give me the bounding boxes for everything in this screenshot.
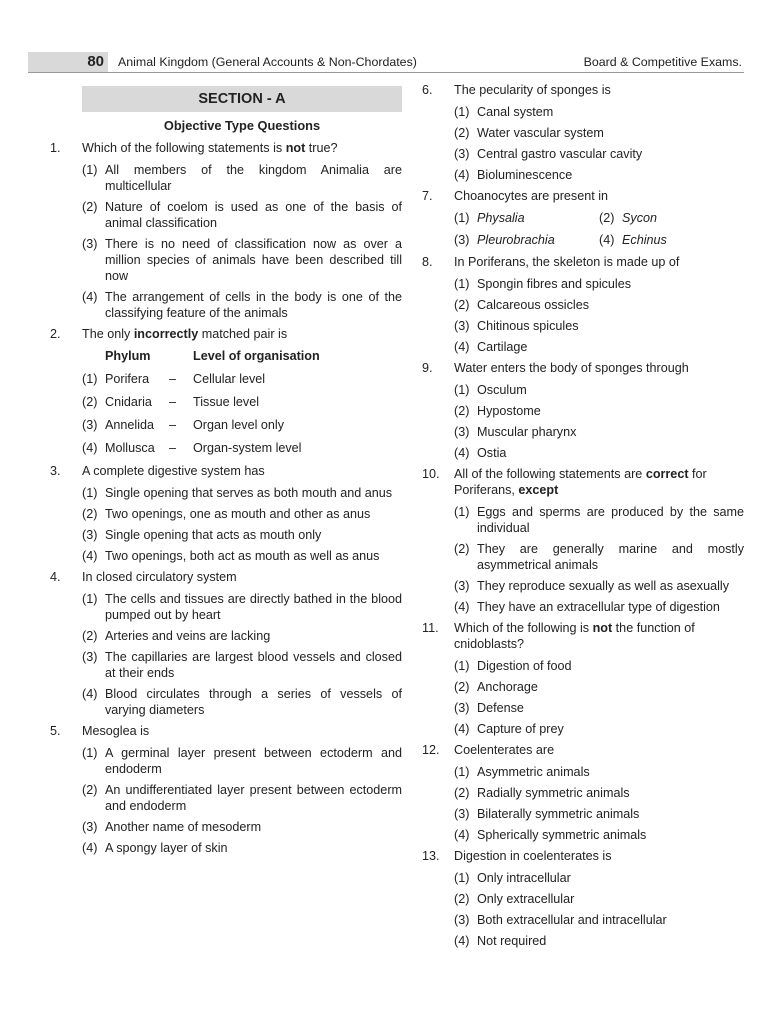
option: (4) Bioluminescence bbox=[454, 168, 573, 182]
book-title: Board & Competitive Exams. bbox=[583, 55, 742, 69]
question-10 bbox=[422, 466, 744, 615]
option: (2) Hypostome bbox=[454, 404, 541, 418]
option: (3) Pleurobrachia bbox=[454, 233, 555, 247]
question-number: 2. bbox=[50, 327, 61, 341]
option: (2) Arteries and veins are lacking bbox=[82, 629, 271, 643]
option: (4) A spongy layer of skin bbox=[82, 841, 228, 855]
question-number: 6. bbox=[422, 83, 433, 97]
question-5 bbox=[50, 723, 402, 856]
option: (2) Calcareous ossicles bbox=[454, 298, 589, 312]
section-title: SECTION - A bbox=[82, 86, 402, 112]
table-row: (3) Annelida – Organ level only bbox=[82, 418, 285, 432]
question-text: A complete digestive system has bbox=[82, 464, 265, 478]
option: (4) Echinus bbox=[599, 233, 667, 247]
chapter-title: Animal Kingdom (General Accounts & Non-Chordates) bbox=[118, 55, 417, 69]
question-6 bbox=[422, 82, 744, 183]
option: (4) Spherically symmetric animals bbox=[454, 828, 647, 842]
option: (4) Not required bbox=[454, 934, 547, 948]
question-text: Which of the following is not the function of cnidoblasts? bbox=[454, 621, 695, 651]
question-number: 1. bbox=[50, 141, 61, 155]
option: (2) Anchorage bbox=[454, 680, 538, 694]
option: (3) Both extracellular and intracellular bbox=[454, 913, 667, 927]
question-text: Which of the following statements is not true? bbox=[82, 141, 338, 155]
question-text: In closed circulatory system bbox=[82, 570, 237, 584]
page-number: 80 bbox=[28, 52, 108, 72]
table-row: (4) Mollusca – Organ-system level bbox=[82, 441, 302, 455]
table-row: (2) Cnidaria – Tissue level bbox=[82, 395, 260, 409]
option: (2) Sycon bbox=[599, 211, 658, 225]
option: (3) The capillaries are largest blood vessels and closed at their ends bbox=[82, 650, 402, 680]
question-text: All of the following statements are correct for Poriferans, except bbox=[454, 467, 707, 497]
question-text: The only incorrectly matched pair is bbox=[82, 327, 288, 341]
option: (3) Central gastro vascular cavity bbox=[454, 147, 643, 161]
subheading: Objective Type Questions bbox=[163, 118, 321, 133]
question-number: 3. bbox=[50, 464, 61, 478]
question-number: 9. bbox=[422, 361, 433, 375]
table-row: (1) Porifera – Cellular level bbox=[82, 372, 266, 386]
option: (1) All members of the kingdom Animalia are multicellular bbox=[82, 163, 402, 193]
option: (1) Asymmetric animals bbox=[454, 765, 590, 779]
question-number: 12. bbox=[422, 743, 440, 757]
option: (2) They are generally marine and mostly asymmetrical animals bbox=[454, 542, 744, 572]
option: (4) Two openings, both act as mouth as well as anus bbox=[82, 549, 380, 563]
question-number: 11. bbox=[422, 621, 439, 635]
option: (4) They have an extracellular type of digestion bbox=[454, 600, 720, 614]
question-number: 10. bbox=[422, 467, 440, 481]
page-header bbox=[28, 52, 744, 73]
question-7 bbox=[422, 188, 744, 248]
question-8 bbox=[422, 254, 744, 355]
option: (1) Physalia bbox=[454, 211, 525, 225]
option: (3) Bilaterally symmetric animals bbox=[454, 807, 640, 821]
option: (2) Two openings, one as mouth and other as anus bbox=[82, 507, 371, 521]
option: (4) Capture of prey bbox=[454, 722, 564, 736]
question-12 bbox=[422, 742, 744, 843]
question-4 bbox=[50, 569, 402, 718]
option: (4) Blood circulates through a series of vessels of varying diameters bbox=[82, 687, 402, 717]
option: (3) They reproduce sexually as well as asexually bbox=[454, 579, 729, 593]
option: (3) There is no need of classification now as over a million species of animals have been described till now bbox=[82, 237, 402, 283]
option: (1) Canal system bbox=[454, 105, 554, 119]
question-number: 8. bbox=[422, 255, 433, 269]
table-header: Phylum Level of organisation bbox=[105, 349, 320, 363]
option: (2) Only extracellular bbox=[454, 892, 575, 906]
option: (4) Cartilage bbox=[454, 340, 528, 354]
option: (1) Single opening that serves as both mouth and anus bbox=[82, 486, 393, 500]
question-number: 7. bbox=[422, 189, 433, 203]
question-number: 13. bbox=[422, 849, 440, 863]
option: (3) Muscular pharynx bbox=[454, 425, 577, 439]
question-text: Water enters the body of sponges through bbox=[454, 361, 689, 375]
option: (1) Eggs and sperms are produced by the same individual bbox=[454, 505, 744, 535]
option: (3) Defense bbox=[454, 701, 524, 715]
option: (3) Another name of mesoderm bbox=[82, 820, 262, 834]
question-number: 4. bbox=[50, 570, 61, 584]
right-column bbox=[422, 82, 744, 954]
question-9 bbox=[422, 360, 744, 461]
question-text: Coelenterates are bbox=[454, 743, 555, 757]
left-column bbox=[50, 86, 402, 861]
option: (1) The cells and tissues are directly bathed in the blood pumped out by heart bbox=[82, 592, 402, 622]
option: (1) Digestion of food bbox=[454, 659, 572, 673]
question-3 bbox=[50, 463, 402, 564]
option: (1) Osculum bbox=[454, 383, 527, 397]
question-text: Digestion in coelenterates is bbox=[454, 849, 612, 863]
option: (2) An undifferentiated layer present between ectoderm and endoderm bbox=[82, 783, 402, 813]
question-number: 5. bbox=[50, 724, 61, 738]
option: (4) Ostia bbox=[454, 446, 507, 460]
question-text: Choanocytes are present in bbox=[454, 189, 609, 203]
option: (1) Only intracellular bbox=[454, 871, 571, 885]
option: (3) Single opening that acts as mouth only bbox=[82, 528, 322, 542]
option: (1) Spongin fibres and spicules bbox=[454, 277, 632, 291]
question-text: In Poriferans, the skeleton is made up of bbox=[454, 255, 680, 269]
question-text: The pecularity of sponges is bbox=[454, 83, 611, 97]
question-1 bbox=[50, 140, 402, 321]
question-text: Mesoglea is bbox=[82, 724, 150, 738]
option: (4) The arrangement of cells in the body is one of the classifying feature of the animals bbox=[82, 290, 402, 320]
question-11 bbox=[422, 620, 744, 737]
option: (2) Nature of coelom is used as one of the basis of animal classification bbox=[82, 200, 402, 230]
option: (3) Chitinous spicules bbox=[454, 319, 579, 333]
option: (2) Water vascular system bbox=[454, 126, 604, 140]
question-13 bbox=[422, 848, 744, 949]
option: (1) A germinal layer present between ectoderm and endoderm bbox=[82, 746, 402, 776]
option: (2) Radially symmetric animals bbox=[454, 786, 630, 800]
question-2 bbox=[50, 326, 402, 456]
